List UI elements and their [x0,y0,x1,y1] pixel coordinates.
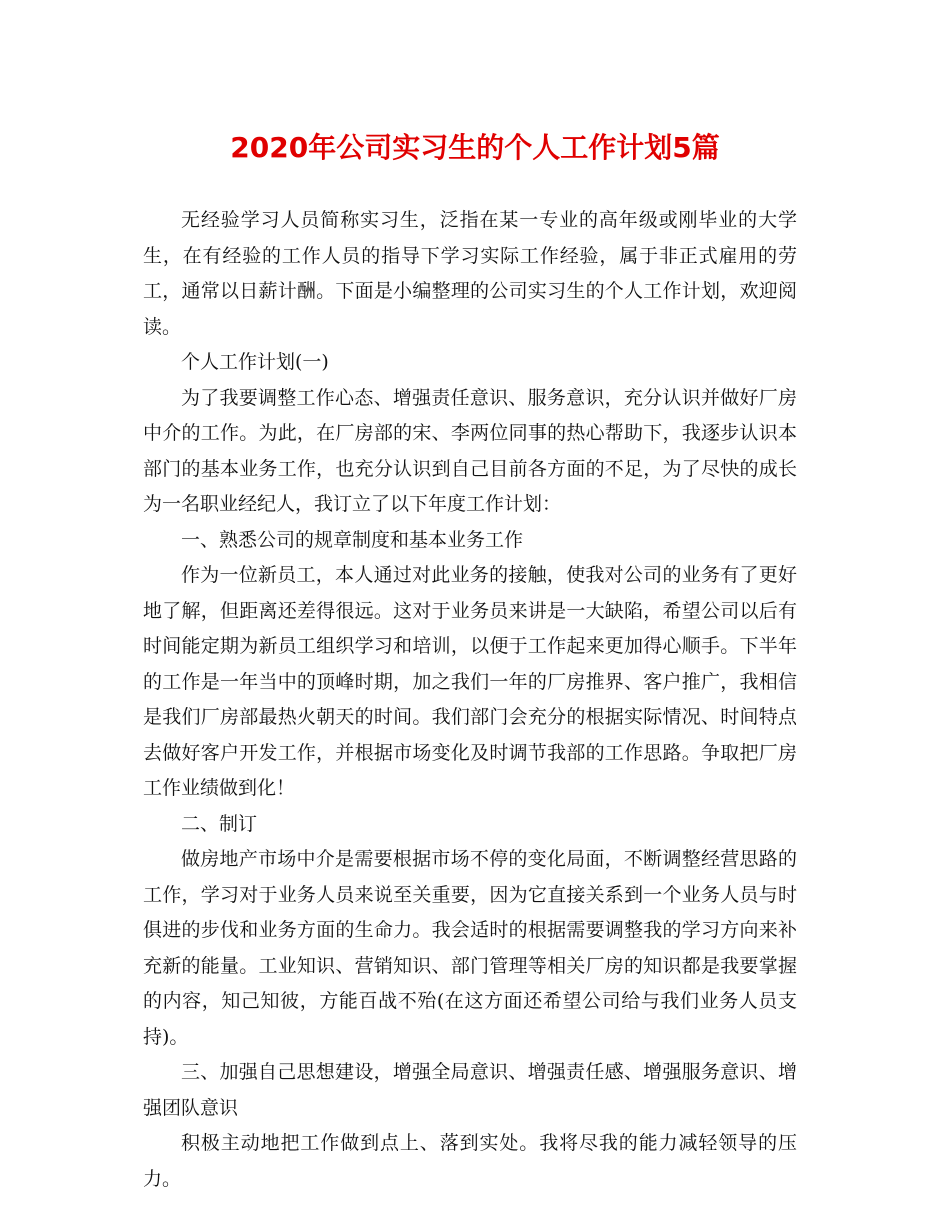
section-heading-plan-one: 个人工作计划(一) [181,351,329,373]
paragraph-section-three: 积极主动地把工作做到点上、落到实处。我将尽我的能力减轻领导的压力。 [143,1132,797,1190]
section-heading-two: 二、制订 [181,812,258,835]
paragraph-section-two: 做房地产市场中介是需要根据市场不停的变化局面，不断调整经营思路的工作，学习对于业务人员来说至关重要，因为它直接关系到一个业务人员与时俱进的步伐和业务方面的生命力。我会适时的根据需要调整我的学习方向来补充新的能量。工业知识、营销知识、部门管理等相关厂房的知识都是我要掌握的内容，知己知彼，方能百战不殆(在这方面还希望公司给与我们业务人员支持)。 [143,848,797,1048]
document-title: 2020年公司实习生的个人工作计划5篇 [230,131,720,164]
paragraph-section-one: 作为一位新员工，本人通过对此业务的接触，使我对公司的业务有了更好地了解，但距离还差得很远。这对于业务员来讲是一大缺陷，希望公司以后有时间能定期为新员工组织学习和培训，以便于工作起来更加得心顺手。下半年的工作是一年当中的顶峰时期，加之我们一年的厂房推界、客户推广，我相信是我们厂房部最热火朝天的时间。我们部门会充分的根据实际情况、时间特点去做好客户开发工作，并根据市场变化及时调节我部的工作思路。争取把厂房工作业绩做到化！ [143,564,797,799]
paragraph-plan-purpose: 为了我要调整工作心态、增强责任意识、服务意识，充分认识并做好厂房中介的工作。为此，在厂房部的宋、李两位同事的热心帮助下，我逐步认识本部门的基本业务工作，也充分认识到自己目前各方面的不足，为了尽快的成长为一名职业经纪人，我订立了以下年度工作计划： [143,386,797,515]
paragraph-intro: 无经验学习人员简称实习生，泛指在某一专业的高年级或刚毕业的大学生，在有经验的工作人员的指导下学习实际工作经验，属于非正式雇用的劳工，通常以日薪计酬。下面是小编整理的公司实习生的个人工作计划，欢迎阅读。 [143,209,797,338]
section-heading-three: 三、加强自己思想建设，增强全局意识、增强责任感、增强服务意识、增强团队意识 [143,1061,797,1119]
document-body [143,203,797,1197]
section-heading-one: 一、熟悉公司的规章制度和基本业务工作 [181,528,524,551]
